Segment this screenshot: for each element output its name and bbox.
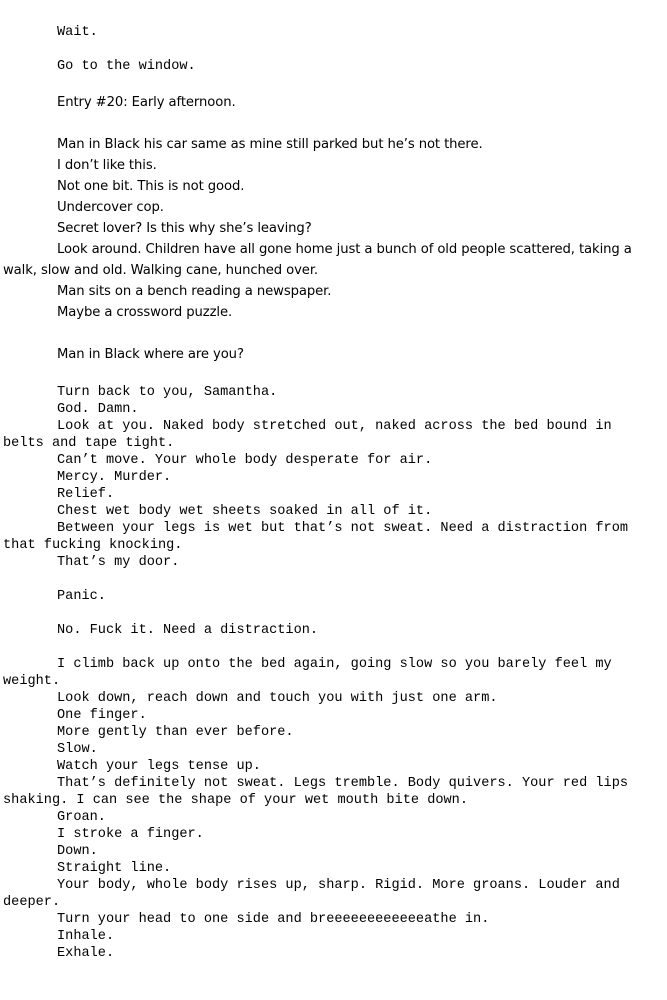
text-line: Look down, reach down and touch you with just one arm. [57,691,498,706]
text-line: Man sits on a bench reading a newspaper. [57,284,332,299]
text-line: That’s my door. [57,555,180,570]
text-line: Not one bit. This is not good. [57,179,245,194]
entry-heading: Entry #20: Early afternoon. [57,95,236,110]
text-line: Look around. Children have all gone home just a bunch of old people scattered, taking a walk, slow and old. Walking cane, hunched over. [3,242,632,278]
text-line: Your body, whole body rises up, sharp. Rigid. More groans. Louder and deeper. [3,878,620,910]
text-line: Man in Black his car same as mine still parked but he’s not there. [57,137,483,152]
text-line: I climb back up onto the bed again, going slow so you barely feel my weight. [3,657,612,689]
text-line: Watch your legs tense up. [57,759,261,774]
text-line: Turn back to you, Samantha. [57,385,278,400]
text-line: Mercy. Murder. [57,470,172,485]
text-line: Between your legs is wet but that’s not sweat. Need a distraction from that fucking knocking. [3,521,629,553]
text-line: Inhale. [57,929,115,944]
text-line: God. Damn. [57,402,139,417]
text-line: More gently than ever before. [57,725,294,740]
text-line: Exhale. [57,946,115,961]
text-line: Maybe a crossword puzzle. [57,305,233,320]
text-line: Can’t move. Your whole body desperate for air. [57,453,433,468]
text-line: Groan. [57,810,106,825]
text-line: Slow. [57,742,98,757]
text-line: Secret lover? Is this why she’s leaving? [57,221,312,236]
text-line: One finger. [57,708,147,723]
text-line: Turn your head to one side and breeeeeeeeeeeeathe in. [57,912,490,927]
text-line-wait: Wait. [57,25,98,40]
text-line: Down. [57,844,98,859]
text-line-window: Go to the window. [57,59,196,74]
text-line: I don’t like this. [57,158,157,173]
text-line: That’s definitely not sweat. Legs tremble. Body quivers. Your red lips shaking. I can see the shape of your wet mouth bite down. [3,776,629,808]
text-line: Chest wet body wet sheets soaked in all of it. [57,504,433,519]
text-line: Look at you. Naked body stretched out, naked across the bed bound in belts and tape tight. [3,419,612,451]
text-line: I stroke a finger. [57,827,204,842]
text-line: Straight line. [57,861,172,876]
text-line: Panic. [57,589,106,604]
text-line: Relief. [57,487,115,502]
text-line: Man in Black where are you? [57,347,244,362]
text-line: No. Fuck it. Need a distraction. [57,623,319,638]
text-line: Undercover cop. [57,200,164,215]
